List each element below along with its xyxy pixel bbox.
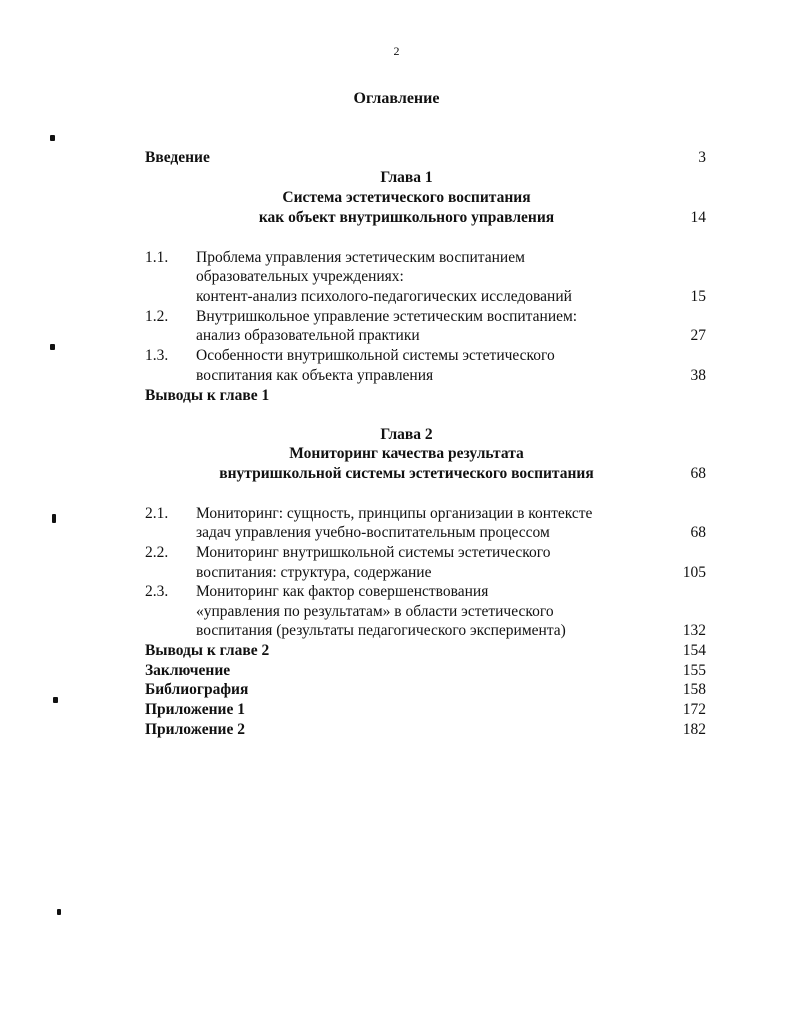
chapter-title-line: внутришкольной системы эстетического воспитания bbox=[219, 465, 594, 482]
section-title-line: задач управления учебно-воспитательным процессом bbox=[196, 524, 550, 541]
scan-mark bbox=[52, 514, 56, 523]
chapter-title-line: как объект внутришкольного управления bbox=[258, 209, 555, 226]
section-number: 2.2. bbox=[145, 544, 169, 561]
chapter-label: Глава 2 bbox=[380, 426, 433, 443]
toc-page-number: 155 bbox=[682, 662, 706, 679]
section-number: 2.3. bbox=[145, 583, 169, 600]
page-number: 2 bbox=[393, 44, 400, 58]
section-title-line: образовательных учреждениях: bbox=[196, 268, 404, 285]
section-number: 1.1. bbox=[145, 249, 169, 266]
toc-entry-label: Заключение bbox=[145, 662, 231, 679]
toc-page-number: 68 bbox=[690, 465, 706, 482]
toc-entry-conclusions-1[interactable]: Выводы к главе 1 bbox=[145, 387, 270, 404]
toc-entry-label: Приложение 2 bbox=[145, 721, 245, 738]
section-title-line: воспитания: структура, содержание bbox=[196, 564, 432, 581]
section-title-line: Мониторинг внутришкольной системы эстетического bbox=[196, 544, 551, 561]
toc-page-number: 14 bbox=[690, 209, 706, 226]
section-number: 1.2. bbox=[145, 308, 169, 325]
section-title-line: контент-анализ психолого-педагогических исследований bbox=[196, 288, 572, 305]
section-title-line: воспитания как объекта управления bbox=[196, 367, 434, 384]
scan-mark bbox=[53, 697, 58, 703]
toc-entry-label: Выводы к главе 2 bbox=[145, 642, 270, 659]
toc-page-number: 105 bbox=[682, 564, 706, 581]
chapter-label: Глава 1 bbox=[380, 169, 433, 186]
toc-entry-label: Приложение 1 bbox=[145, 701, 245, 718]
toc-page-number: 27 bbox=[690, 327, 706, 344]
toc-page-number: 154 bbox=[682, 642, 706, 659]
toc-page-number: 15 bbox=[690, 288, 706, 305]
section-number: 2.1. bbox=[145, 505, 169, 522]
section-title-line: воспитания (результаты педагогического эксперимента) bbox=[196, 622, 566, 639]
section-number: 1.3. bbox=[145, 347, 169, 364]
section-title-line: Мониторинг: сущность, принципы организации в контексте bbox=[196, 505, 593, 522]
section-title-line: анализ образовательной практики bbox=[196, 327, 420, 344]
chapter-title-line: Система эстетического воспитания bbox=[282, 189, 531, 206]
section-title-line: «управления по результатам» в области эстетического bbox=[196, 603, 554, 620]
toc-page-number: 158 bbox=[682, 681, 706, 698]
scan-mark bbox=[57, 909, 61, 915]
toc-entry-label: Введение bbox=[145, 149, 210, 166]
toc-page-number: 68 bbox=[690, 524, 706, 541]
section-title-line: Проблема управления эстетическим воспитанием bbox=[196, 249, 525, 266]
scan-mark bbox=[50, 135, 55, 141]
toc-page-number: 3 bbox=[698, 149, 706, 166]
toc-page-number: 182 bbox=[682, 721, 706, 738]
toc-entry-label: Библиография bbox=[145, 681, 249, 698]
toc-page-number: 172 bbox=[682, 701, 706, 718]
section-title-line: Мониторинг как фактор совершенствования bbox=[196, 583, 489, 600]
toc-page-number: 38 bbox=[690, 367, 706, 384]
section-title-line: Внутришкольное управление эстетическим воспитанием: bbox=[196, 308, 578, 325]
section-title-line: Особенности внутришкольной системы эстетического bbox=[196, 347, 555, 364]
scan-mark bbox=[50, 344, 55, 350]
toc-page-number: 132 bbox=[682, 622, 706, 639]
chapter-title-line: Мониторинг качества результата bbox=[289, 445, 524, 462]
toc-heading: Оглавление bbox=[353, 90, 440, 107]
